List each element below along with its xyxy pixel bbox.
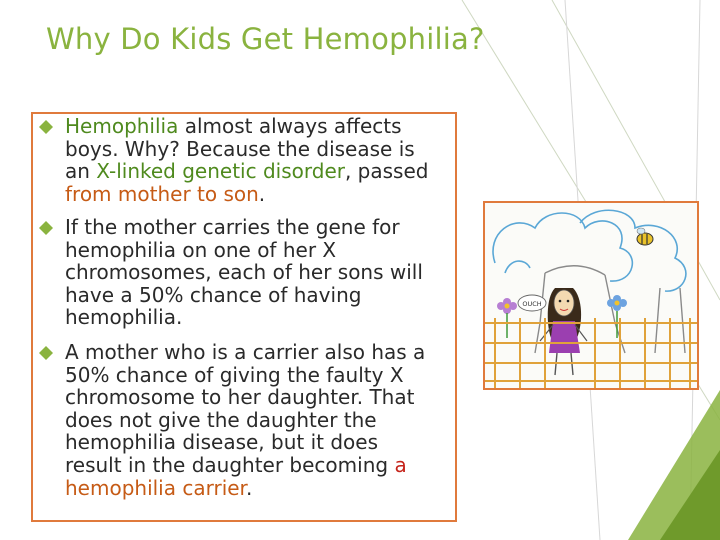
bullet-1-seg: almost always affects boys. Why? Because the disease is an bbox=[65, 114, 415, 184]
bee-icon bbox=[637, 228, 653, 245]
bullet-3-seg-2: . bbox=[245, 475, 253, 500]
speech-bubble-text: OUCH bbox=[522, 300, 542, 308]
bullet-1-term-2: X-linked genetic disorder bbox=[96, 159, 345, 184]
bullet-3-seg: A mother who is a carrier also has a 50% chance of giving the faulty X chromosome to her daughter. That does not give the daughter the hemophilia disease, but it does result in the daughter becoming bbox=[65, 340, 426, 477]
bullet-3-text bbox=[65, 341, 438, 499]
speech-bubble bbox=[518, 295, 546, 311]
bullet-1-seg-3: . bbox=[258, 181, 266, 206]
slide-title: Why Do Kids Get Hemophilia? bbox=[46, 22, 485, 56]
bullet-1-term: Hemophilia bbox=[65, 114, 179, 138]
bullet-1-term-3: from mother to son bbox=[65, 181, 259, 206]
bullet-1-seg-2: , passed bbox=[344, 159, 429, 184]
bullet-3-term: a bbox=[394, 452, 407, 477]
bullet-3 bbox=[38, 341, 438, 499]
green-diamond-icon bbox=[38, 220, 54, 236]
flower-icon bbox=[607, 295, 627, 338]
child-drawing-illustration bbox=[483, 201, 699, 390]
bullet-1 bbox=[38, 115, 438, 205]
bullet-1-text bbox=[65, 115, 438, 205]
flower-icon bbox=[497, 298, 517, 338]
green-diamond-icon bbox=[38, 119, 54, 135]
drawing-canvas bbox=[485, 203, 697, 388]
girl-figure bbox=[540, 288, 587, 375]
fence bbox=[485, 318, 697, 388]
bullet-2-text: If the mother carries the gene for hemophilia on one of her X chromosomes, each of her sons will have a 50% chance of having hemophilia. bbox=[65, 215, 423, 330]
bullet-2 bbox=[38, 216, 438, 329]
green-diamond-icon bbox=[38, 345, 54, 361]
bullet-3-term-2: hemophilia carrier bbox=[65, 475, 246, 500]
